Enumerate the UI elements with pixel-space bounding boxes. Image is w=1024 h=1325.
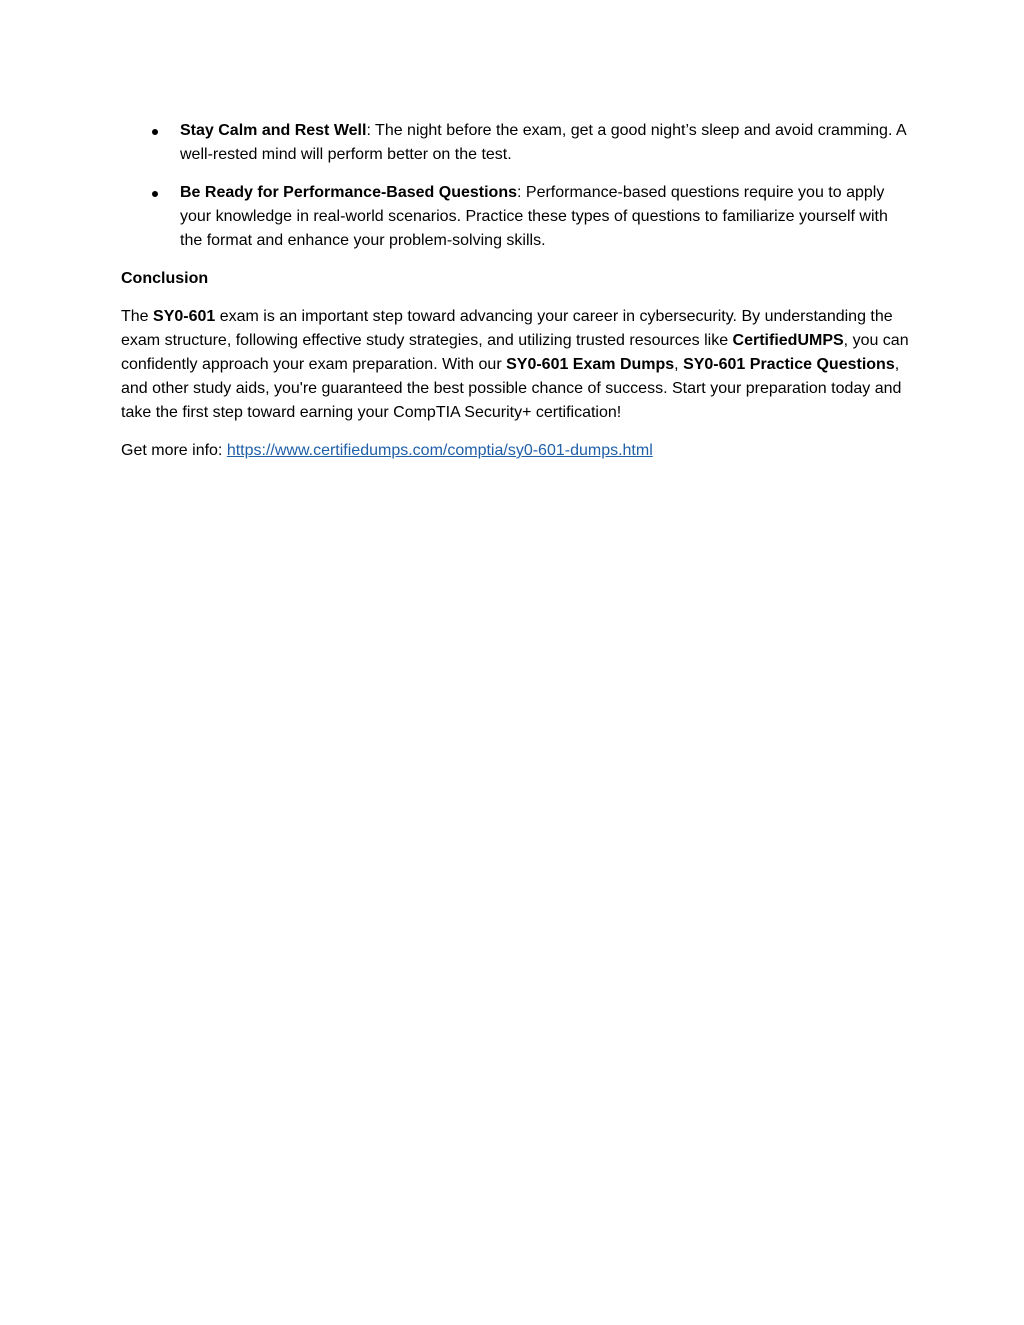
- list-item-title: Stay Calm and Rest Well: [180, 122, 367, 139]
- conclusion-heading: Conclusion: [121, 270, 209, 287]
- list-item-text: : Performance-based questions require you to apply your knowledge in real-world scenarios. Practice these types of questions to familiarize yourself with the format and enhance your problem-solving skills.: [180, 184, 888, 249]
- more-info-line: [121, 439, 911, 463]
- practice-questions-term: SY0-601 Practice Questions: [683, 356, 895, 373]
- more-info-link[interactable]: https://www.certifiedumps.com/comptia/sy0-601-dumps.html: [226, 442, 653, 459]
- conclusion-paragraph: [121, 305, 911, 425]
- conclusion-text: , you can confidently approach your exam preparation. With our: [121, 332, 909, 373]
- conclusion-text: , and other study aids, you're guaranteed the best possible chance of success. Start your preparation today and take the first step toward earning your CompTIA Security+ certification!: [121, 356, 902, 421]
- list-item-text: : The night before the exam, get a good night’s sleep and avoid cramming. A well-rested mind will perform better on the test.: [180, 122, 906, 163]
- page-content: [121, 119, 911, 477]
- list-item: [121, 119, 911, 167]
- more-info-label: Get more info:: [121, 442, 227, 459]
- exam-code: SY0-601: [153, 308, 216, 325]
- exam-dumps-term: SY0-601 Exam Dumps: [506, 356, 675, 373]
- brand-name: CertifiedUMPS: [732, 332, 844, 349]
- conclusion-text: exam is an important step toward advancing your career in cybersecurity. By understanding the exam structure, following effective study strategies, and utilizing trusted resources like: [121, 308, 893, 349]
- list-item: [121, 181, 911, 253]
- conclusion-text: ,: [674, 356, 684, 373]
- bullet-icon: [152, 191, 158, 197]
- conclusion-text: The: [121, 308, 154, 325]
- list-item-title: Be Ready for Performance-Based Questions: [180, 184, 517, 201]
- tips-list: [121, 119, 911, 253]
- bullet-icon: [152, 129, 158, 135]
